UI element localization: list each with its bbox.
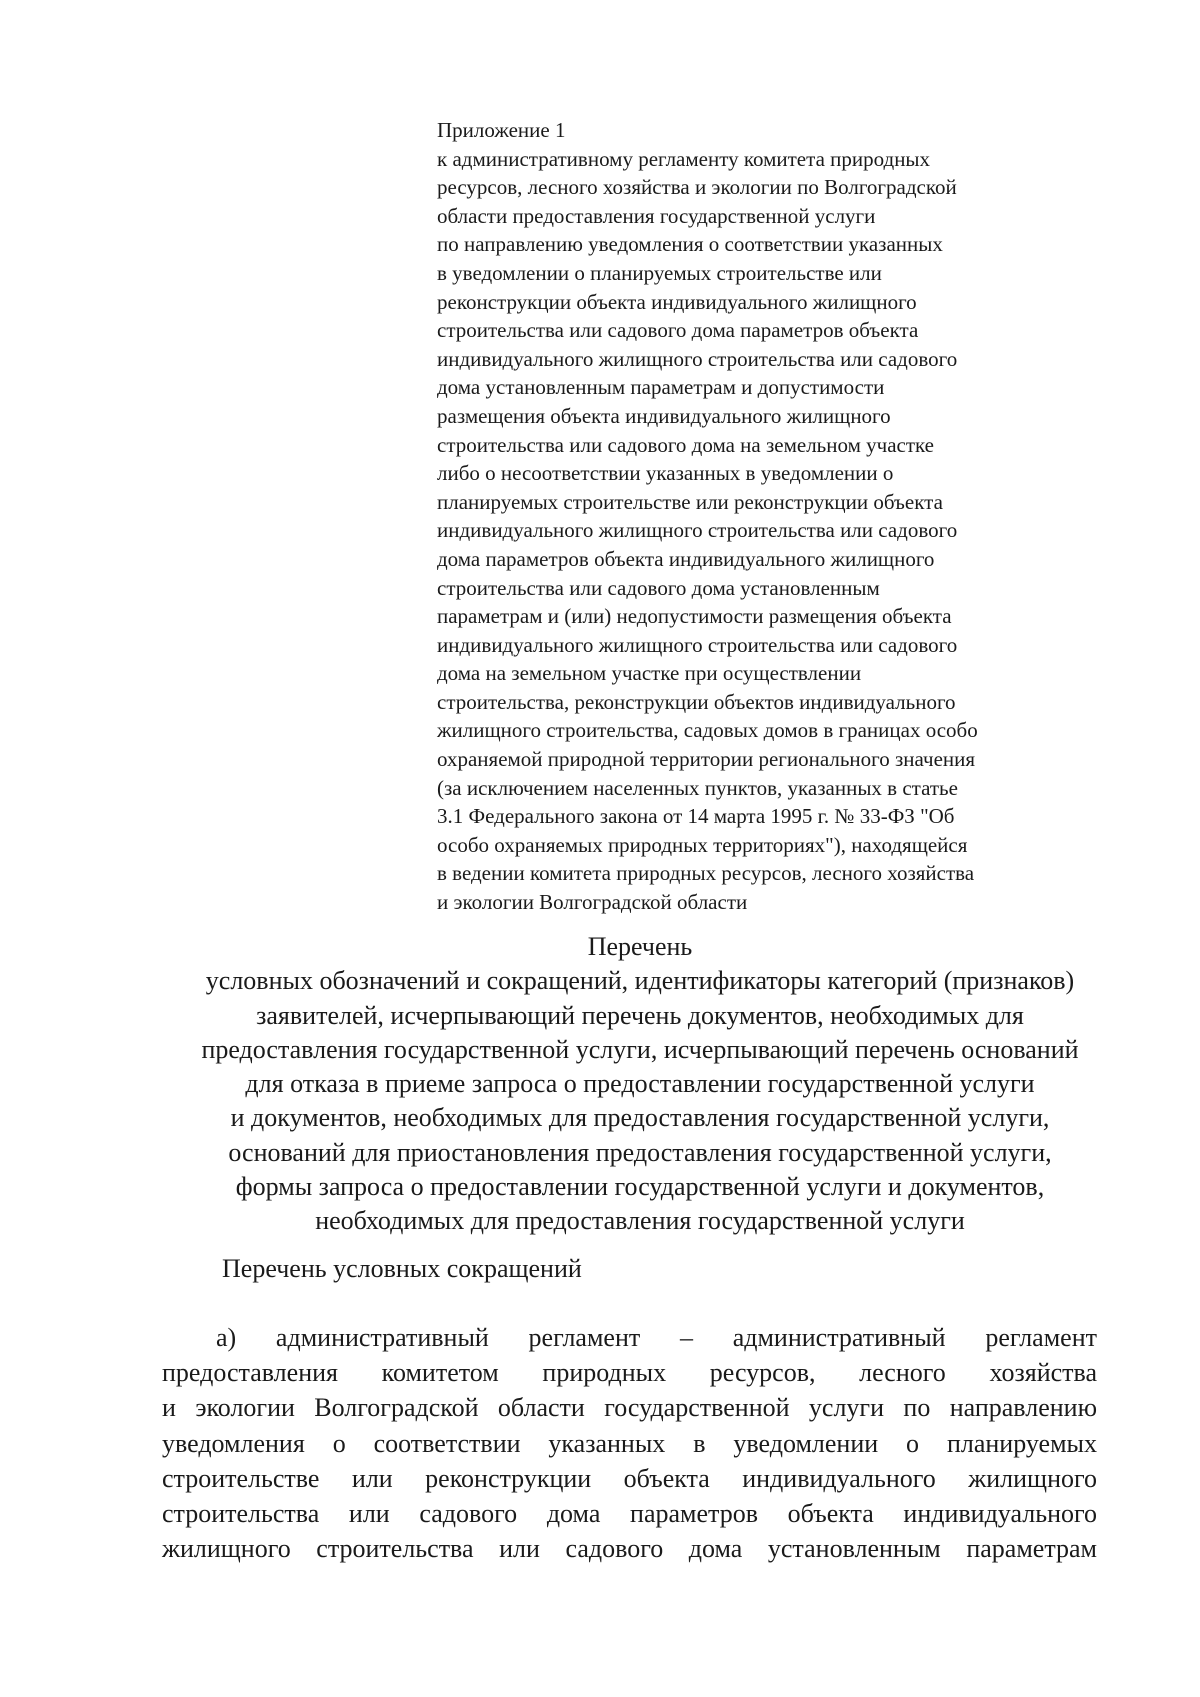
heading-line: заявителей, исчерпывающий перечень документов, необходимых для [256, 1000, 1024, 1030]
heading-line: формы запроса о предоставлении государственной услуги и документов, [235, 1172, 1045, 1202]
appendix-line: (за исключением населенных пунктов, указанных в статье [437, 775, 958, 800]
heading-line: оснований для приостановления предоставления государственной услуги, [228, 1137, 1052, 1167]
appendix-line: строительства или садового дома параметров объекта [437, 318, 919, 343]
appendix-line: дома установленным параметрам и допустимости [437, 375, 885, 400]
document-heading [110, 930, 1170, 1239]
heading-title: Перечень [587, 932, 693, 961]
appendix-line: области предоставления государственной услуги [437, 203, 876, 228]
body-line: строительстве или реконструкции объекта индивидуального жилищного [162, 1463, 1097, 1493]
heading-line: необходимых для предоставления государственной услуги [315, 1206, 965, 1236]
appendix-line: дома параметров объекта индивидуального жилищного [437, 546, 935, 571]
appendix-line: индивидуального жилищного строительства или садового [437, 632, 958, 657]
body-line: и экологии Волгоградской области государственной услуги по направлению [162, 1393, 1097, 1423]
body-line: уведомления о соответствии указанных в уведомлении о планируемых [162, 1428, 1097, 1458]
appendix-line: к административному регламенту комитета природных [437, 146, 931, 171]
heading-line: предоставления государственной услуги, исчерпывающий перечень оснований [201, 1034, 1079, 1064]
appendix-line: и экологии Волгоградской области [437, 890, 748, 915]
section-title: Перечень условных сокращений [222, 1254, 582, 1283]
appendix-block [437, 116, 1077, 917]
appendix-line: жилищного строительства, садовых домов в границах особо [437, 718, 978, 743]
appendix-line: строительства, реконструкции объектов индивидуального [437, 689, 956, 714]
appendix-line: особо охраняемых природных территориях"), находящейся [437, 832, 968, 857]
appendix-line: размещения объекта индивидуального жилищного [437, 403, 891, 428]
appendix-line: индивидуального жилищного строительства или садового [437, 518, 958, 543]
heading-line: условных обозначений и сокращений, идентификаторы категорий (признаков) [205, 966, 1075, 996]
appendix-line: параметрам и (или) недопустимости размещения объекта [437, 604, 952, 629]
appendix-line: индивидуального жилищного строительства или садового [437, 346, 958, 371]
body-line: жилищного строительства или садового дома установленным параметрам [162, 1534, 1097, 1564]
appendix-line: Приложение 1 [437, 118, 566, 142]
appendix-line: планируемых строительстве или реконструкции объекта [437, 489, 943, 514]
appendix-line: строительства или садового дома на земельном участке [437, 432, 935, 457]
appendix-line: охраняемой природной территории регионального значения [437, 747, 976, 772]
appendix-line: по направлению уведомления о соответствии указанных [437, 232, 943, 257]
heading-line: для отказа в приеме запроса о предоставлении государственной услуги [245, 1069, 1035, 1099]
heading-line: и документов, необходимых для предоставления государственной услуги, [230, 1103, 1050, 1133]
appendix-line: либо о несоответствии указанных в уведомлении о [437, 461, 894, 486]
body-paragraph [162, 1320, 1097, 1566]
body-line: строительства или садового дома параметров объекта индивидуального [162, 1499, 1097, 1529]
appendix-line: строительства или садового дома установленным [437, 575, 880, 600]
appendix-line: 3.1 Федерального закона от 14 марта 1995 г. № 33-ФЗ "Об [437, 804, 955, 829]
appendix-line: в уведомлении о планируемых строительстве или [437, 260, 882, 285]
appendix-line: дома на земельном участке при осуществлении [437, 661, 862, 686]
appendix-line: ресурсов, лесного хозяйства и экологии по Волгоградской [437, 175, 957, 200]
appendix-line: реконструкции объекта индивидуального жилищного [437, 289, 917, 314]
appendix-line: в ведении комитета природных ресурсов, лесного хозяйства [437, 861, 975, 886]
body-line: предоставления комитетом природных ресурсов, лесного хозяйства [162, 1358, 1097, 1388]
body-line: а) административный регламент – административный регламент [216, 1323, 1097, 1352]
